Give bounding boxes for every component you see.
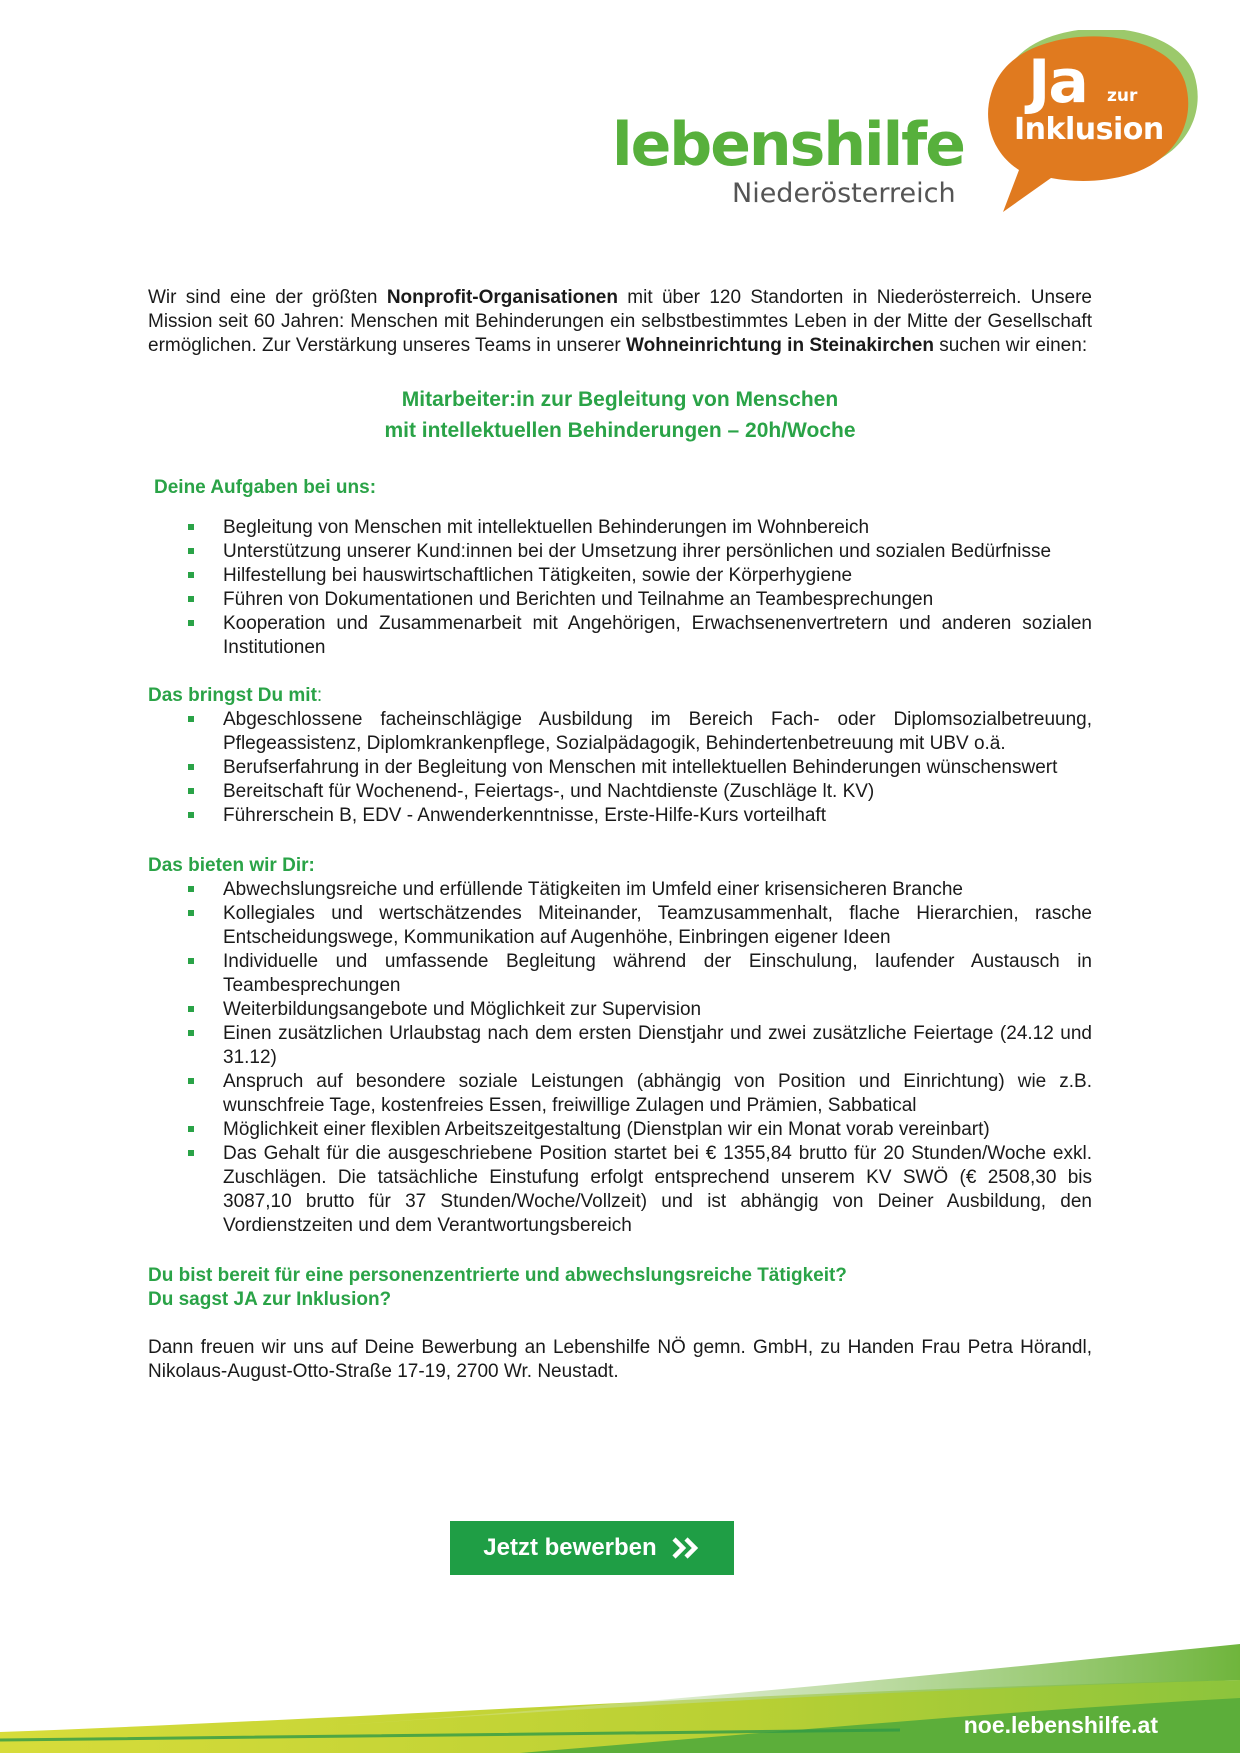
job-posting-body [148,286,1092,1384]
offers-heading: Das bieten wir Dir: [148,855,315,876]
offers-list [148,878,1092,1238]
tasks-list [148,516,1092,660]
intro-bold-organisation: Nonprofit-Organisationen [386,287,618,308]
requirements-heading-text: Das bringst Du mit [148,685,317,706]
intro-bold-location: Wohneinrichtung in Steinakirchen [626,335,934,356]
list-item: Abgeschlossene facheinschlägige Ausbildung im Bereich Fach- oder Diplomsozialbetreuung, Pflegeassistenz, Diplomkrankenpflege, Sozialpädagogik, Behindertenbetreuung mit UBV o.ä. [148,708,1092,756]
apply-button[interactable] [450,1521,734,1575]
closing-line: Du sagst JA zur Inklusion? [148,1289,392,1310]
apply-button-label: Jetzt bewerben [483,1534,657,1561]
intro-text: Wir sind eine der größten [148,287,387,308]
requirements-list [148,708,1092,828]
badge-zur-text: zur [1107,86,1138,106]
footer-website-link[interactable]: noe.lebenshilfe.at [963,1712,1158,1738]
list-item: Hilfestellung bei hauswirtschaftlichen Tätigkeiten, sowie der Körperhygiene [148,564,1092,588]
job-title-line: Mitarbeiter:in zur Begleitung von Menschen [401,388,839,411]
intro-text: suchen wir einen: [933,335,1088,356]
logo-wordmark: lebenshilfe [612,110,964,180]
requirements-heading [148,684,1092,708]
requirements-heading-colon: : [316,685,323,706]
job-title-line: mit intellektuellen Behinderungen – 20h/Woche [384,419,856,442]
list-item: Bereitschaft für Wochenend-, Feiertags-, und Nachtdienste (Zuschläge lt. KV) [148,780,1092,804]
list-item: Individuelle und umfassende Begleitung während der Einschulung, laufender Austausch in Teambesprechungen [148,950,1092,998]
list-item: Weiterbildungsangebote und Möglichkeit zur Supervision [148,998,1092,1022]
badge-ja-text: Ja [1028,47,1087,117]
job-title [148,384,1092,446]
list-item: Das Gehalt für die ausgeschriebene Position startet bei € 1355,84 brutto für 20 Stunden/Woche exkl. Zuschlägen. Die tatsächliche Einstufung erfolgt entsprechend unserem KV SWÖ (€ 2508,30 bis 3087,10 brutto für 37 Stunden/Woche/Vollzeit) und ist abhängig von Deiner Ausbildung, den Vordienstzeiten und dem Verantwortungsbereich [148,1142,1092,1238]
double-chevron-right-icon [671,1537,701,1559]
intro-paragraph [148,286,1092,358]
list-item: Einen zusätzlichen Urlaubstag nach dem ersten Dienstjahr und zwei zusätzliche Feiertage (24.12 und 31.12) [148,1022,1092,1070]
logo-region: Niederösterreich [732,178,956,209]
closing-question [148,1264,1092,1312]
closing-line: Du bist bereit für eine personenzentrierte und abwechslungsreiche Tätigkeit? [148,1265,847,1286]
list-item: Kollegiales und wertschätzendes Miteinander, Teamzusammenhalt, flache Hierarchien, rasche Entscheidungswege, Kommunikation auf Augenhöhe, Einbringen eigener Ideen [148,902,1092,950]
list-item: Kooperation und Zusammenarbeit mit Angehörigen, Erwachsenenvertretern und anderen sozialen Institutionen [148,612,1092,660]
ja-zur-inklusion-badge [985,30,1200,220]
list-item: Führen von Dokumentationen und Berichten und Teilnahme an Teambesprechungen [148,588,1092,612]
tasks-heading: Deine Aufgaben bei uns: [154,477,377,498]
lebenshilfe-logo [612,108,964,209]
list-item: Unterstützung unserer Kund:innen bei der Umsetzung ihrer persönlichen und sozialen Bedürfnisse [148,540,1092,564]
list-item: Begleitung von Menschen mit intellektuellen Behinderungen im Wohnbereich [148,516,1092,540]
contact-paragraph: Dann freuen wir uns auf Deine Bewerbung an Lebenshilfe NÖ gemn. GmbH, zu Handen Frau Petra Hörandl, Nikolaus-August-Otto-Straße 17-19, 2700 Wr. Neustadt. [148,1337,1092,1382]
list-item: Anspruch auf besondere soziale Leistungen (abhängig von Position und Einrichtung) wie z.B. wunschfreie Tage, kostenfreies Essen, freiwillige Zulagen und Prämien, Sabbatical [148,1070,1092,1118]
list-item: Abwechslungsreiche und erfüllende Tätigkeiten im Umfeld einer krisensicheren Branche [148,878,1092,902]
list-item: Führerschein B, EDV - Anwenderkenntnisse, Erste-Hilfe-Kurs vorteilhaft [148,804,1092,828]
badge-inklusion-text: Inklusion [1014,112,1164,147]
intro-text: mit über 120 Standorten in Niederösterreich. Unsere Mission seit 60 Jahren: Menschen mit Behinderungen ein selbstbestimmtes Leben in der Mitte der Gesellschaft ermöglichen. Zur Verstärkung unseres Teams in unserer [148,287,1092,356]
list-item: Möglichkeit einer flexiblen Arbeitszeitgestaltung (Dienstplan wir ein Monat vorab vereinbart) [148,1118,1092,1142]
list-item: Berufserfahrung in der Begleitung von Menschen mit intellektuellen Behinderungen wünschenswert [148,756,1092,780]
